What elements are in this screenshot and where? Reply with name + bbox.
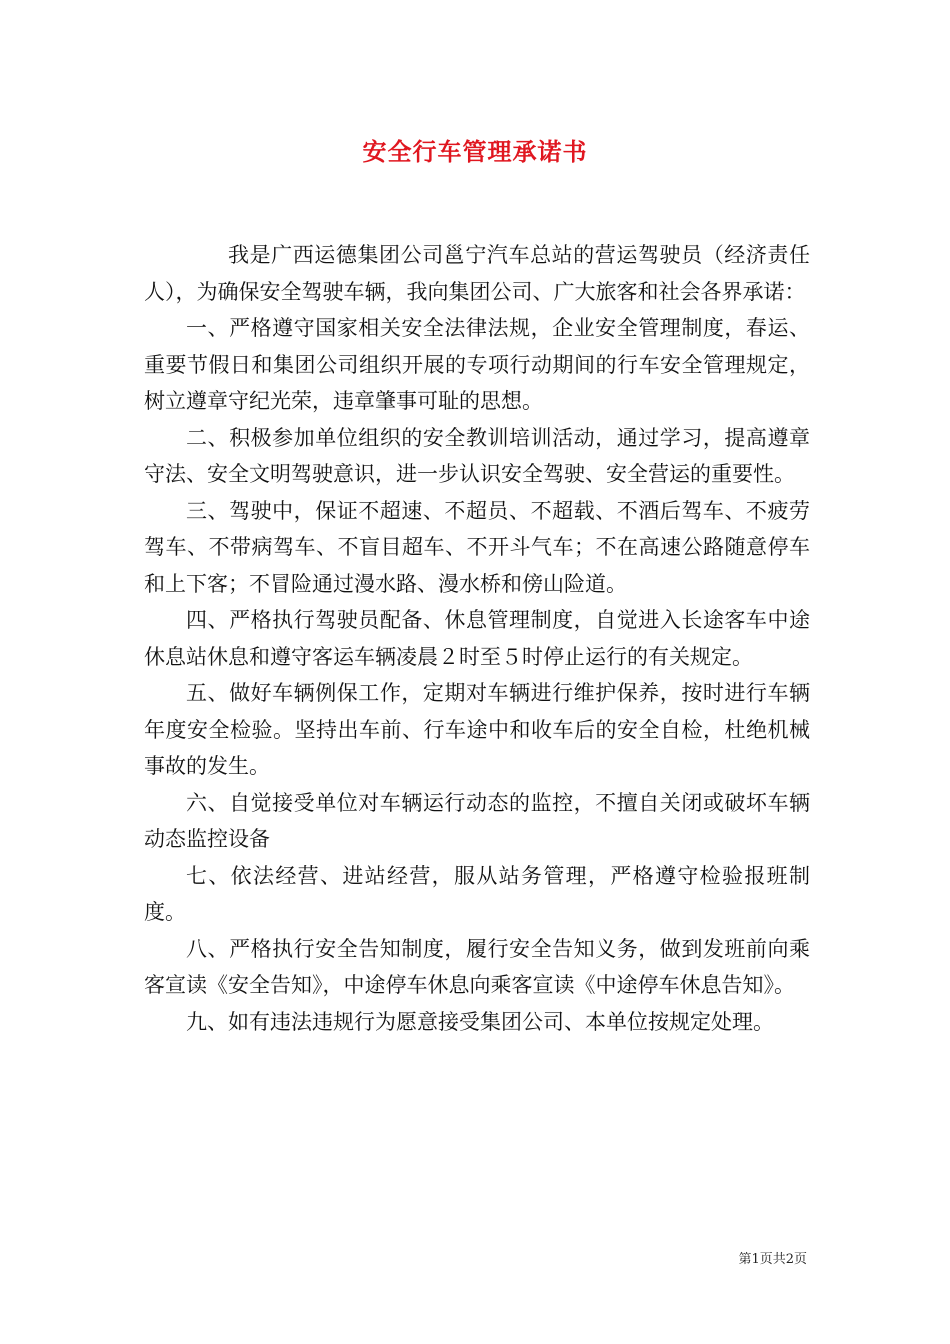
commitment-item-6: 六、自觉接受单位对车辆运行动态的监控，不擅自关闭或破坏车辆动态监控设备: [144, 790, 810, 851]
commitment-item-4: 四、严格执行驾驶员配备、休息管理制度，自觉进入长途客车中途休息站休息和遵守客运车辆凌晨２时至５时停止运行的有关规定。: [144, 608, 810, 669]
page-number-label: 第1页共2页: [738, 1252, 807, 1267]
commitment-item-3: 三、驾驶中，保证不超速、不超员、不超载、不酒后驾车、不疲劳驾车、不带病驾车、不盲目超车、不开斗气车；不在高速公路随意停车和上下客；不冒险通过漫水路、漫水桥和傍山险道。: [144, 498, 810, 596]
commitment-item-2: 二、积极参加单位组织的安全教训培训活动，通过学习，提高遵章守法、安全文明驾驶意识，进一步认识安全驾驶、安全营运的重要性。: [144, 425, 810, 486]
document-body: [144, 237, 810, 1040]
intro-paragraph: 我是广西运德集团公司邕宁汽车总站的营运驾驶员（经济责任人），为确保安全驾驶车辆，我向集团公司、广大旅客和社会各界承诺：: [144, 243, 810, 304]
commitment-item-8: 八、严格执行安全告知制度，履行安全告知义务，做到发班前向乘客宣读《安全告知》，中途停车休息向乘客宣读《中途停车休息告知》。: [144, 936, 810, 997]
page-number-footer: [738, 1248, 807, 1267]
commitment-item-7: 七、依法经营、进站经营，服从站务管理，严格遵守检验报班制度。: [144, 863, 810, 924]
commitment-item-5: 五、做好车辆例保工作，定期对车辆进行维护保养，按时进行车辆年度安全检验。坚持出车前、行车途中和收车后的安全自检，杜绝机械事故的发生。: [144, 681, 810, 778]
document-title: 安全行车管理承诺书: [362, 137, 588, 166]
commitment-item-1: 一、严格遵守国家相关安全法律法规，企业安全管理制度，春运、重要节假日和集团公司组织开展的专项行动期间的行车安全管理规定，树立遵章守纪光荣，违章肇事可耻的思想。: [144, 316, 810, 413]
commitment-item-9: 九、如有违法违规行为愿意接受集团公司、本单位按规定处理。: [186, 1009, 774, 1034]
